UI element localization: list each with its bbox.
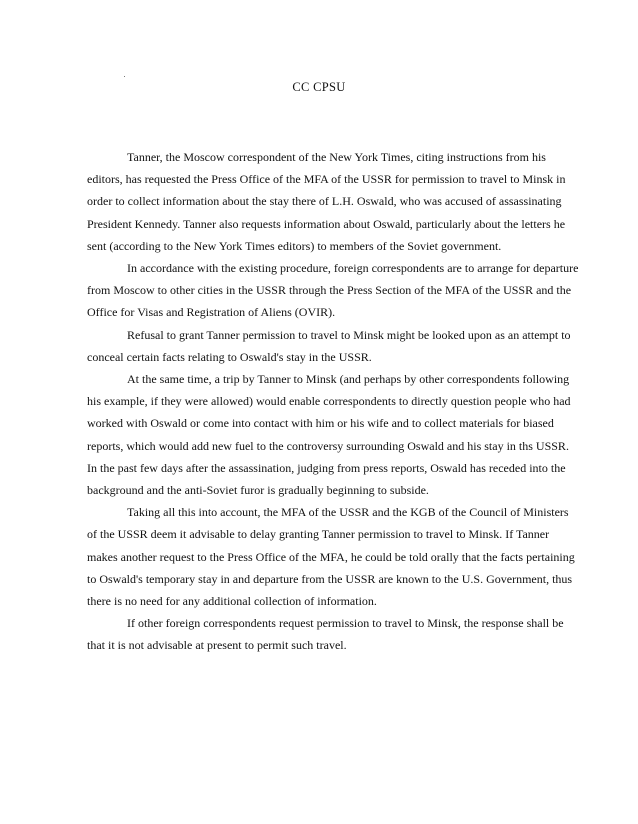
paragraph: Refusal to grant Tanner permission to travel to Minsk might be looked upon as an attempt to conceal certain facts relating to Oswald's stay in the USSR.	[87, 327, 571, 364]
document-body	[87, 146, 581, 657]
paragraph: Taking all this into account, the MFA of the USSR and the KGB of the Council of Ministers of the USSR deem it advisable to delay granting Tanner permission to travel to Minsk. If Tanner makes another request to the Press Office of the MFA, he could be told orally that the facts pertaining to Oswald's temporary stay in and departure from the USSR are known to the U.S. Government, thus there is no need for any additional collection of information.	[87, 505, 575, 609]
scan-speck	[124, 76, 125, 77]
paragraph: At the same time, a trip by Tanner to Minsk (and perhaps by other correspondents following his example, if they were allowed) would enable correspondents to directly question people who had worked with Oswald or come into contact with him or his wife and to collect materials for biased reports, which would add new fuel to the controversy surrounding Oswald and his stay in ths USSR. In the past few days after the assassination, judging from press reports, Oswald has receded into the background and the anti-Soviet furor is gradually beginning to subside.	[87, 372, 571, 498]
paragraph: If other foreign correspondents request permission to travel to Minsk, the response shall be that it is not advisable at present to permit such travel.	[87, 616, 564, 653]
paragraph: In accordance with the existing procedure, foreign correspondents are to arrange for departure from Moscow to other cities in the USSR through the Press Section of the MFA of the USSR and the Office for Visas and Registration of Aliens (OVIR).	[87, 261, 579, 320]
paragraph: Tanner, the Moscow correspondent of the New York Times, citing instructions from his editors, has requested the Press Office of the MFA of the USSR for permission to travel to Minsk in order to collect information about the stay there of L.H. Oswald, who was accused of assassinating President Kennedy. Tanner also requests information about Oswald, particularly about the letters he sent (according to the New York Times editors) to members of the Soviet government.	[87, 150, 566, 253]
document-heading: CC CPSU	[292, 80, 346, 94]
